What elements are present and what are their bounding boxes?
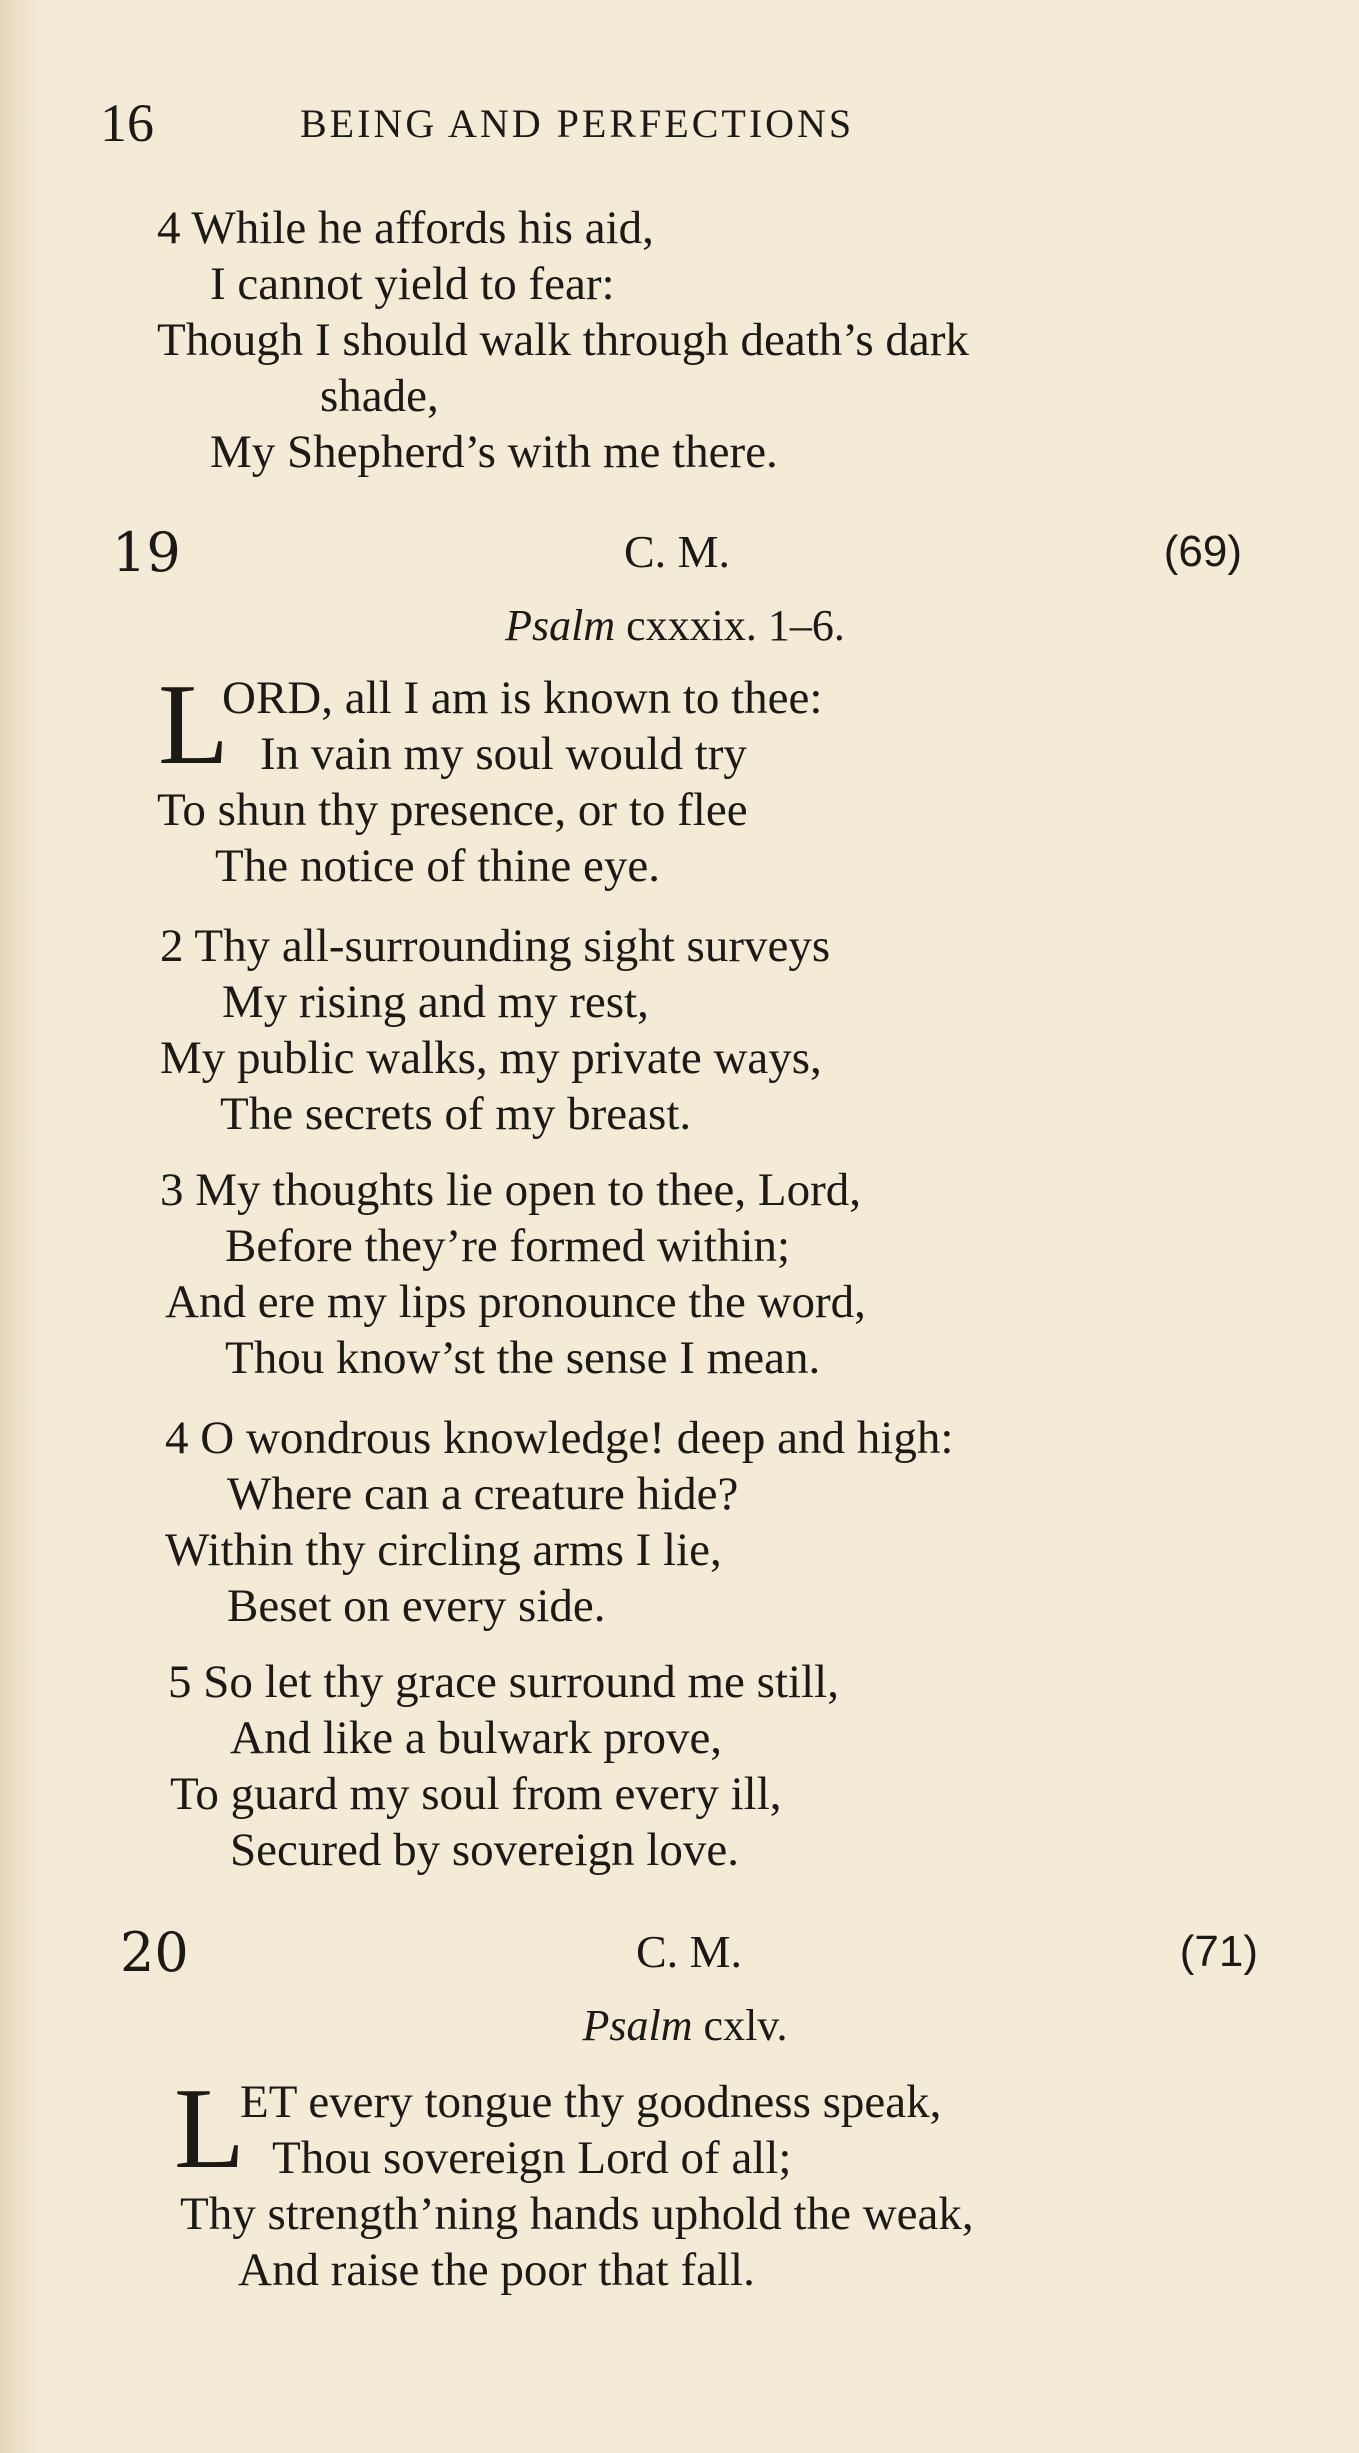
- psalm-citation: cxxxix. 1–6.: [626, 601, 845, 650]
- verse-line: 3 My thoughts lie open to thee, Lord,: [160, 1164, 861, 1216]
- verse-line: My rising and my rest,: [222, 976, 649, 1028]
- psalm-word: Psalm: [505, 601, 616, 650]
- verse-line: Thou know’st the sense I mean.: [225, 1332, 821, 1384]
- psalm-word: Psalm: [582, 2001, 693, 2050]
- hymn-20-header: [120, 1918, 1258, 1988]
- verse-line: The notice of thine eye.: [215, 840, 661, 892]
- verse-line: 4 O wondrous knowledge! deep and high:: [165, 1412, 954, 1464]
- verse-line: I cannot yield to fear:: [210, 258, 615, 310]
- verse-line: To guard my soul from every ill,: [170, 1768, 782, 1820]
- tune-number: (69): [1163, 527, 1242, 576]
- verse-line: And ere my lips pronounce the word,: [165, 1276, 866, 1328]
- page-number: 16: [100, 93, 154, 153]
- verse-line: ORD, all I am is known to thee:: [222, 672, 823, 724]
- verse-line: And like a bulwark prove,: [230, 1712, 723, 1764]
- verse-line: Within thy circling arms I lie,: [165, 1524, 722, 1576]
- drop-cap: L: [174, 2065, 245, 2193]
- hymn-number: 20: [120, 1921, 189, 1984]
- verse-line: Where can a creature hide?: [227, 1468, 739, 1520]
- verse-line: To shun thy presence, or to flee: [157, 784, 748, 836]
- running-head: [100, 88, 1250, 158]
- verse-line: Though I should walk through death’s dark: [157, 314, 969, 366]
- hymn-number: 19: [112, 521, 181, 584]
- verse-line: Before they’re formed within;: [225, 1220, 791, 1272]
- verse-line: 2 Thy all-surrounding sight surveys: [160, 920, 831, 972]
- verse-line: In vain my soul would try: [260, 728, 747, 780]
- meter-label: C. M.: [623, 526, 731, 577]
- verse-line: My public walks, my private ways,: [160, 1032, 822, 1084]
- hymn-19-header: [112, 518, 1242, 588]
- drop-cap: L: [158, 661, 229, 789]
- psalm-reference: [100, 598, 1250, 654]
- psalm-reference: [110, 1998, 1260, 2054]
- verse-line: My Shepherd’s with me there.: [210, 426, 778, 478]
- meter-label: C. M.: [635, 1926, 743, 1977]
- verse-line: Secured by sovereign love.: [230, 1824, 740, 1876]
- verse-line: 5 So let thy grace surround me still,: [168, 1656, 839, 1708]
- verse-line: The secrets of my breast.: [220, 1088, 692, 1140]
- verse-line: shade,: [320, 370, 439, 422]
- verse-line: Thou sovereign Lord of all;: [272, 2132, 792, 2184]
- verse-line: ET every tongue thy goodness speak,: [240, 2076, 942, 2128]
- verse-line: 4 While he affords his aid,: [157, 202, 654, 254]
- verse-line: Beset on every side.: [227, 1580, 606, 1632]
- tune-number: (71): [1179, 1927, 1258, 1976]
- verse-line: Thy strength’ning hands uphold the weak,: [180, 2188, 974, 2240]
- verse-line: And raise the poor that fall.: [238, 2244, 755, 2296]
- psalm-citation: cxlv.: [703, 2001, 788, 2050]
- running-title: BEING AND PERFECTIONS: [300, 101, 855, 146]
